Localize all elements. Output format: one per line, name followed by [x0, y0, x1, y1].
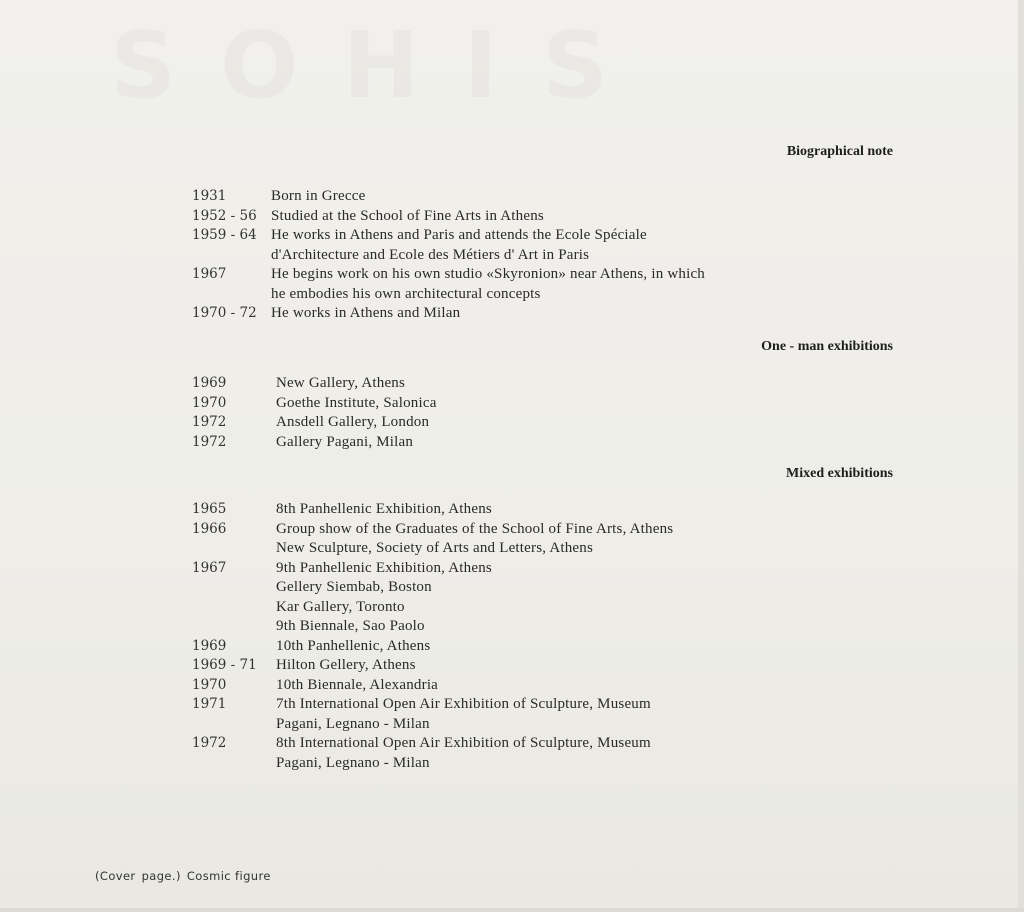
- entry-year: 1967: [192, 559, 227, 576]
- entry-description-line: Gellery Siembab, Boston: [276, 579, 432, 595]
- caption-part-page: page.): [141, 869, 181, 883]
- mixed-entry: [0, 695, 1024, 734]
- caption-part-cover: (Cover: [95, 869, 136, 883]
- entry-description-line: He begins work on his own studio «Skyronion» near Athens, in which: [271, 266, 705, 282]
- entry-description-line: Studied at the School of Fine Arts in Athens: [271, 207, 544, 224]
- entry-description-line: New Gallery, Athens: [276, 375, 406, 391]
- entry-year: 1972: [192, 433, 227, 450]
- entry-description-line: Born in Grecce: [271, 188, 366, 204]
- mixed-entry: [0, 734, 1024, 773]
- entry-description-line: 10th Biennale, Alexandria: [276, 676, 439, 693]
- entry-description-line: d'Architecture and Ecole des Métiers d' Art in Paris: [271, 246, 590, 263]
- mixed-entry: [0, 676, 1024, 696]
- entry-year: 1972: [192, 735, 227, 751]
- mixed-entry: [0, 637, 1024, 657]
- entry-year: 1967: [192, 266, 227, 282]
- mixed-entry: [0, 500, 1024, 520]
- page-edge-right: [1018, 0, 1024, 912]
- entry-year: 1971: [192, 696, 227, 712]
- entry-description-line: he embodies his own architectural concepts: [271, 285, 541, 302]
- bio-entry: [0, 226, 1024, 265]
- mixed-exhibitions-heading: Mixed exhibitions: [786, 466, 893, 481]
- biographical-note-heading: Biographical note: [786, 144, 893, 159]
- entry-description-line: He works in Athens and Paris and attends the Ecole Spéciale: [271, 227, 647, 243]
- entry-description-line: 10th Panhellenic, Athens: [276, 637, 431, 654]
- bio-entry: [0, 207, 1024, 227]
- bleed-through-watermark: [110, 12, 890, 107]
- entry-year: 1952 - 56: [192, 207, 257, 224]
- cover-caption: [95, 869, 277, 883]
- one-man-entry: [0, 374, 1024, 394]
- entry-year: 1969: [192, 637, 227, 654]
- bio-entry: [0, 265, 1024, 304]
- one-man-entry: [0, 394, 1024, 414]
- entry-year: 1969 - 71: [192, 657, 257, 673]
- entry-description-line: Kar Gallery, Toronto: [276, 598, 405, 615]
- bio-entry: [0, 187, 1024, 207]
- entry-description-line: Pagani, Legnano - Milan: [276, 754, 430, 771]
- caption-part-title: Cosmic figure: [186, 869, 271, 883]
- one-man-exhibitions-heading: One - man exhibitions: [761, 339, 893, 354]
- entry-description-line: 8th International Open Air Exhibition of Sculpture, Museum: [276, 735, 651, 751]
- entry-year: 1959 - 64: [192, 227, 257, 243]
- mixed-entry: [0, 559, 1024, 637]
- entry-year: 1931: [192, 188, 227, 204]
- entry-description-line: 7th International Open Air Exhibition of Sculpture, Museum: [276, 696, 651, 712]
- entry-year: 1972: [192, 414, 227, 430]
- mixed-entry: [0, 520, 1024, 559]
- entry-description-line: Ansdell Gallery, London: [276, 414, 430, 430]
- one-man-entry: [0, 413, 1024, 433]
- entry-description-line: He works in Athens and Milan: [271, 305, 461, 321]
- entry-description-line: New Sculpture, Society of Arts and Letters, Athens: [276, 540, 594, 556]
- entry-description-line: Group show of the Graduates of the School of Fine Arts, Athens: [276, 520, 674, 537]
- entry-year: 1970: [192, 676, 227, 693]
- bio-entry: [0, 304, 1024, 324]
- entry-description-line: 9th Biennale, Sao Paolo: [276, 618, 425, 634]
- entry-description-line: 9th Panhellenic Exhibition, Athens: [276, 559, 492, 576]
- entry-year: 1965: [192, 501, 227, 517]
- entry-description-line: Goethe Institute, Salonica: [276, 394, 437, 411]
- one-man-entry: [0, 433, 1024, 453]
- page-edge-bottom: [0, 908, 1024, 912]
- entry-year: 1970 - 72: [192, 305, 257, 321]
- entry-description-line: Pagani, Legnano - Milan: [276, 715, 430, 732]
- entry-description-line: 8th Panhellenic Exhibition, Athens: [276, 501, 492, 517]
- entry-description-line: Hilton Gellery, Athens: [276, 657, 416, 673]
- mixed-entry: [0, 656, 1024, 676]
- entry-description-line: Gallery Pagani, Milan: [276, 433, 414, 450]
- entry-year: 1966: [192, 520, 227, 537]
- entry-year: 1970: [192, 394, 227, 411]
- entry-year: 1969: [192, 375, 227, 391]
